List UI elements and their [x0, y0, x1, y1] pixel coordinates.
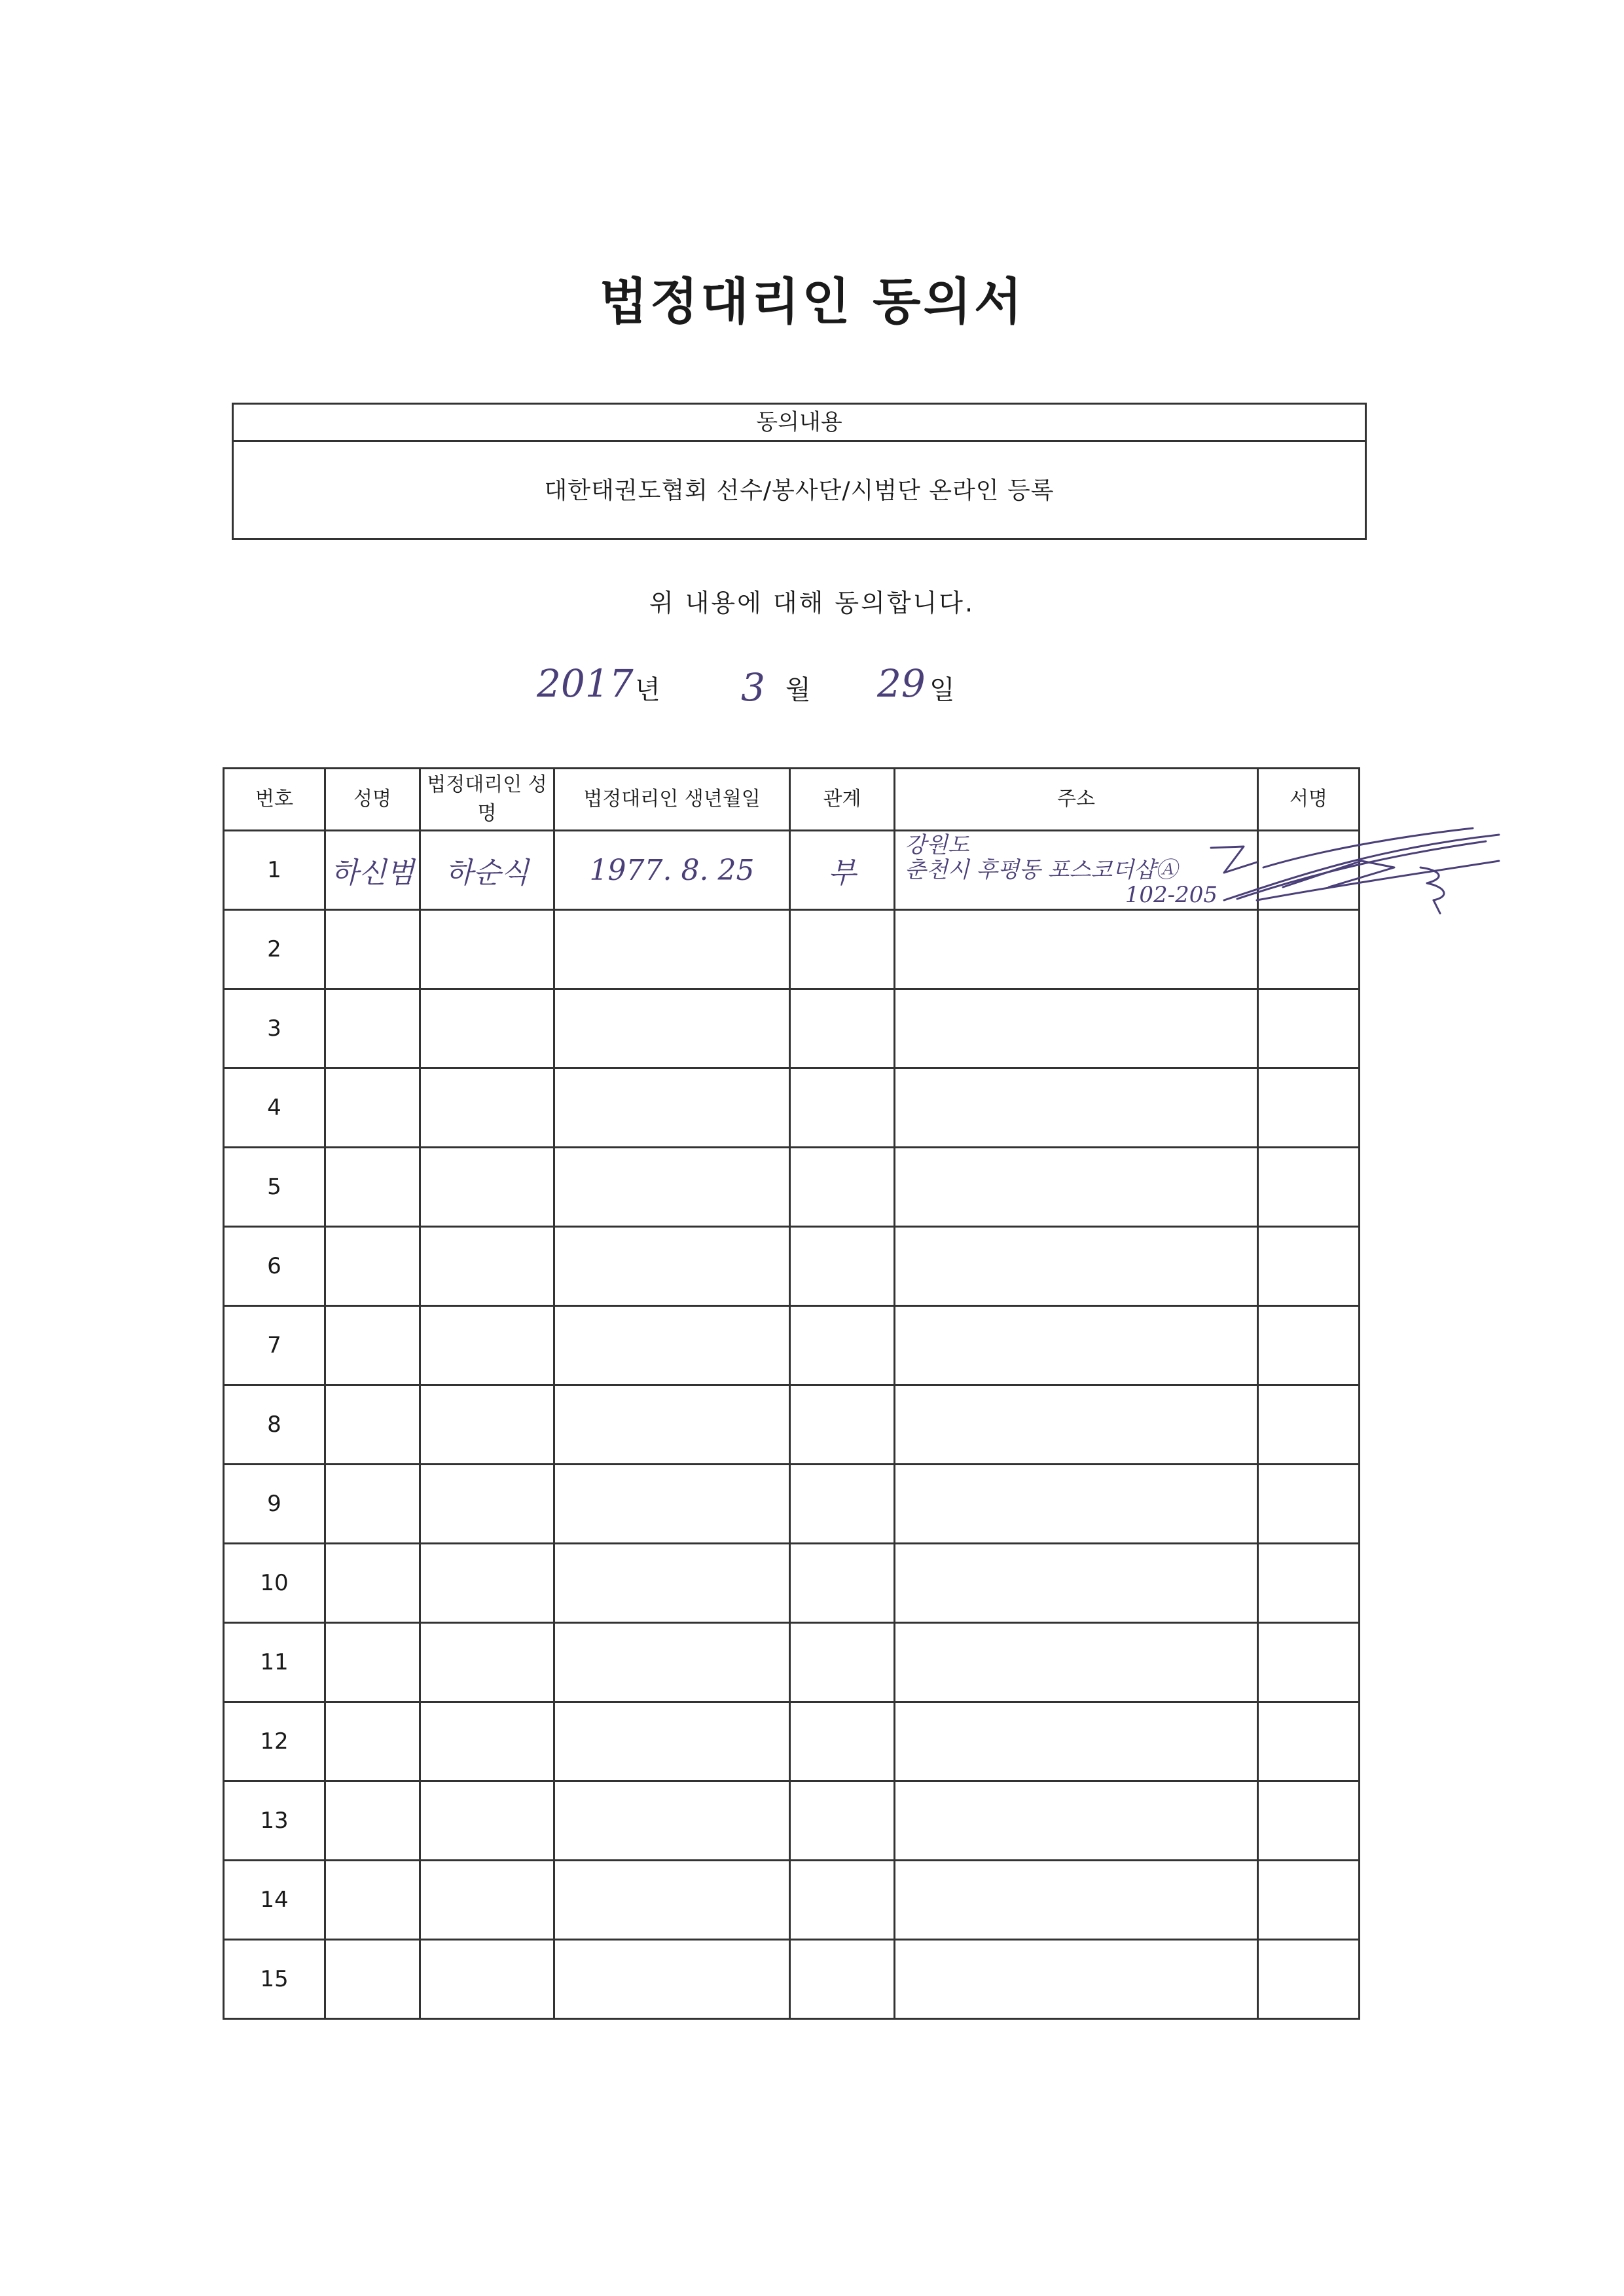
cell-signature [1258, 1385, 1360, 1465]
cell-guardian-birth [554, 1306, 790, 1385]
date-year-value: 2017 [537, 661, 634, 706]
guardian-table [223, 767, 1360, 2020]
cell-no: 11 [224, 1623, 325, 1702]
cell-guardian-birth [554, 1544, 790, 1623]
header-name: 성명 [325, 769, 420, 831]
table-header-row [224, 769, 1360, 831]
table-row [224, 1940, 1360, 2019]
cell-relation [790, 1623, 895, 1702]
cell-relation [790, 1940, 895, 2019]
cell-guardian-birth [554, 910, 790, 989]
cell-address [895, 1940, 1258, 2019]
cell-no: 15 [224, 1940, 325, 2019]
cell-guardian-name [420, 1940, 554, 2019]
cell-signature [1258, 1227, 1360, 1306]
cell-signature [1258, 1544, 1360, 1623]
cell-guardian-name [420, 989, 554, 1068]
cell-address [895, 1781, 1258, 1861]
cell-signature [1258, 1306, 1360, 1385]
date-day-label: 일 [929, 675, 955, 705]
consent-body: 대한태권도협회 선수/봉사단/시범단 온라인 등록 [544, 477, 1055, 504]
cell-name [325, 1861, 420, 1940]
cell-name [325, 910, 420, 989]
cell-relation [790, 1385, 895, 1465]
header-guardian-name: 법정대리인 성명 [420, 769, 554, 831]
header-guardian-birth: 법정대리인 생년월일 [554, 769, 790, 831]
cell-guardian-name [420, 1465, 554, 1544]
cell-relation [790, 1544, 895, 1623]
cell-name [325, 1544, 420, 1623]
cell-guardian-birth [554, 1068, 790, 1148]
cell-no: 5 [224, 1148, 325, 1227]
cell-guardian-birth [554, 1148, 790, 1227]
consent-box [232, 403, 1367, 540]
cell-address [895, 1623, 1258, 1702]
cell-name [325, 1940, 420, 2019]
cell-address [895, 1227, 1258, 1306]
cell-guardian-name [420, 1227, 554, 1306]
cell-guardian-name [420, 1623, 554, 1702]
cell-signature [1258, 1465, 1360, 1544]
cell-no: 8 [224, 1385, 325, 1465]
cell-address [895, 1544, 1258, 1623]
cell-no: 10 [224, 1544, 325, 1623]
cell-address [895, 1068, 1258, 1148]
address-line-2: 춘천시 후평동 포스코더샵Ⓐ [905, 857, 1178, 883]
cell-no: 4 [224, 1068, 325, 1148]
agree-statement: 위 내용에 대해 동의합니다. [649, 589, 975, 617]
document-title: 법정대리인 동의서 [599, 272, 1025, 331]
cell-relation [790, 1148, 895, 1227]
cell-guardian-birth [554, 1702, 790, 1781]
table-row [224, 831, 1360, 910]
header-relation: 관계 [790, 769, 895, 831]
cell-address [895, 1385, 1258, 1465]
header-no: 번호 [224, 769, 325, 831]
table-row [224, 1702, 1360, 1781]
cell-relation [790, 1465, 895, 1544]
table-row [224, 1465, 1360, 1544]
cell-signature [1258, 989, 1360, 1068]
cell-guardian-birth [554, 989, 790, 1068]
cell-guardian-name [420, 1861, 554, 1940]
table-row [224, 1544, 1360, 1623]
cell-guardian-birth [554, 1781, 790, 1861]
table-row [224, 1781, 1360, 1861]
cell-relation [790, 910, 895, 989]
cell-name [325, 1068, 420, 1148]
table-row [224, 989, 1360, 1068]
cell-guardian-name [420, 1702, 554, 1781]
cell-no: 12 [224, 1702, 325, 1781]
cell-name [325, 1781, 420, 1861]
date-month-value: 3 [741, 665, 765, 710]
date-month-label: 월 [785, 675, 811, 705]
cell-no: 13 [224, 1781, 325, 1861]
consent-header: 동의내용 [234, 405, 1365, 442]
handwritten-signature [1198, 822, 1512, 979]
cell-signature [1258, 1781, 1360, 1861]
cell-guardian-birth: 1977. 8. 25 [554, 831, 790, 910]
cell-name [325, 1385, 420, 1465]
cell-guardian-birth [554, 1623, 790, 1702]
cell-no: 9 [224, 1465, 325, 1544]
cell-address [895, 1702, 1258, 1781]
cell-guardian-birth [554, 1385, 790, 1465]
cell-guardian-birth [554, 1861, 790, 1940]
cell-name [325, 1702, 420, 1781]
cell-no: 1 [224, 831, 325, 910]
header-address: 주소 [895, 769, 1258, 831]
cell-no: 7 [224, 1306, 325, 1385]
cell-name [325, 1227, 420, 1306]
cell-no: 3 [224, 989, 325, 1068]
cell-relation: 부 [790, 831, 895, 910]
table-row [224, 1623, 1360, 1702]
date-year-label: 년 [635, 675, 660, 705]
cell-name [325, 1306, 420, 1385]
cell-no: 6 [224, 1227, 325, 1306]
cell-address [895, 1465, 1258, 1544]
cell-signature [1258, 1068, 1360, 1148]
cell-guardian-name [420, 1385, 554, 1465]
table-row [224, 1385, 1360, 1465]
table-row [224, 1068, 1360, 1148]
table-row [224, 910, 1360, 989]
cell-guardian-name [420, 1148, 554, 1227]
address-line-3: 102-205 [1125, 882, 1218, 908]
cell-name [325, 1148, 420, 1227]
cell-address [895, 1861, 1258, 1940]
cell-guardian-name [420, 1306, 554, 1385]
table-row [224, 1227, 1360, 1306]
cell-guardian-name [420, 910, 554, 989]
cell-relation [790, 1306, 895, 1385]
cell-address [895, 1306, 1258, 1385]
cell-signature [1258, 1148, 1360, 1227]
cell-relation [790, 1227, 895, 1306]
cell-signature [1258, 1861, 1360, 1940]
cell-relation [790, 1068, 895, 1148]
cell-address [895, 989, 1258, 1068]
cell-guardian-name [420, 1068, 554, 1148]
cell-signature [1258, 1940, 1360, 2019]
cell-guardian-birth [554, 1940, 790, 2019]
cell-relation [790, 989, 895, 1068]
table-row [224, 1306, 1360, 1385]
cell-guardian-name: 하순식 [420, 831, 554, 910]
cell-guardian-birth [554, 1465, 790, 1544]
cell-signature [1258, 1702, 1360, 1781]
cell-name [325, 1623, 420, 1702]
cell-name [325, 1465, 420, 1544]
cell-relation [790, 1861, 895, 1940]
cell-signature [1258, 1623, 1360, 1702]
cell-no: 14 [224, 1861, 325, 1940]
cell-address [895, 1148, 1258, 1227]
header-signature: 서명 [1258, 769, 1360, 831]
cell-relation [790, 1781, 895, 1861]
table-row [224, 1861, 1360, 1940]
cell-guardian-name [420, 1781, 554, 1861]
date-day-value: 29 [877, 661, 926, 706]
table-row [224, 1148, 1360, 1227]
cell-guardian-name [420, 1544, 554, 1623]
cell-no: 2 [224, 910, 325, 989]
cell-name [325, 989, 420, 1068]
address-line-1: 강원도 [905, 832, 969, 858]
cell-guardian-birth [554, 1227, 790, 1306]
cell-name: 하신범 [325, 831, 420, 910]
cell-relation [790, 1702, 895, 1781]
